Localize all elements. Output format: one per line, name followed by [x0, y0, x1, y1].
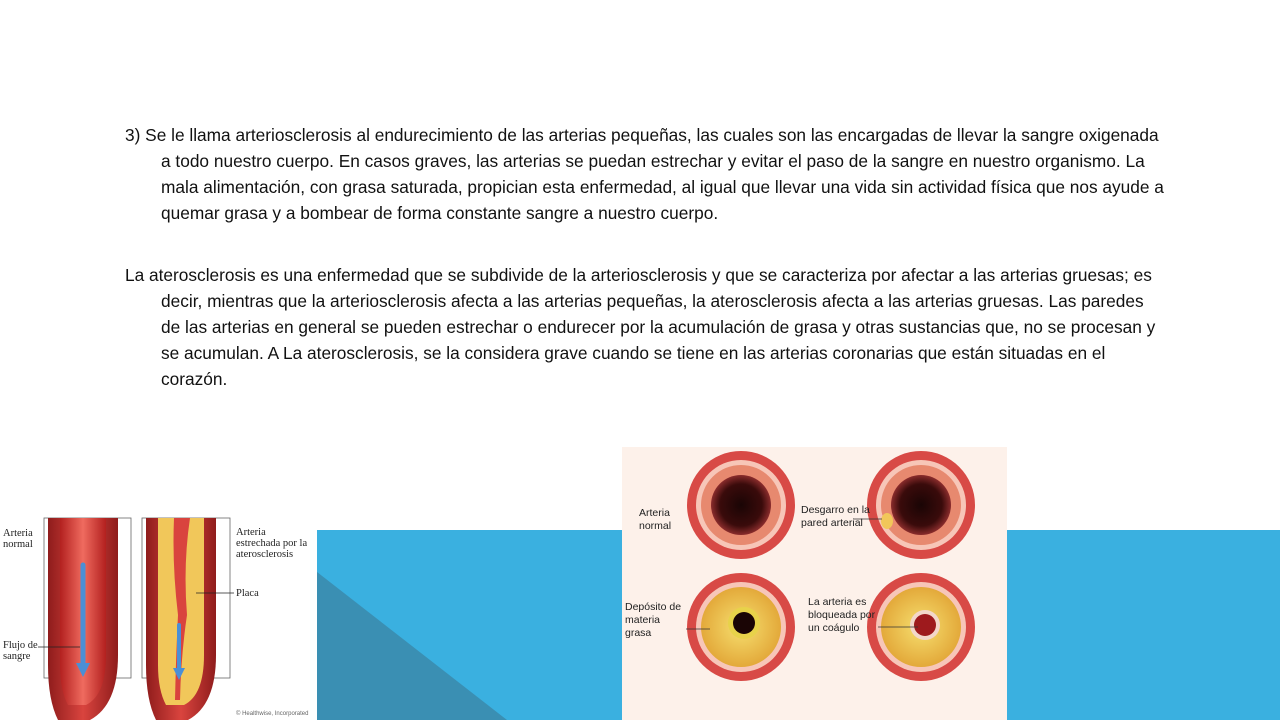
artery-cross-section-illustration — [622, 447, 1007, 720]
label-arteria-estrechada: Arteria estrechada por la aterosclerosis — [236, 527, 308, 560]
label-deposito-grasa: Depósito de materia grasa — [625, 601, 682, 639]
label-placa: Placa — [236, 588, 259, 599]
label-desgarro: Desgarro en la pared arterial — [801, 504, 870, 529]
copyright-text: © Healthwise, Incorporated — [236, 711, 309, 717]
decorative-band-shadow — [317, 572, 507, 720]
label-arteria-normal-corte: Arteria normal — [639, 507, 672, 532]
paragraph-arteriosclerosis: 3) Se le llama arteriosclerosis al endurecimiento de las arterias pequeñas, las cuales son las encargadas de llevar la sangre oxigenada a todo nuestro cuerpo. En casos graves, las arterias se puedan estrechar y evitar el paso de la sangre en nuestro organismo. La mala alimentación, con grasa saturada, propician esta enfermedad, al igual que llevar una vida sin actividad física que nos ayude a quemar grasa y a bombear de forma constante sangre a nuestro cuerpo. — [125, 125, 1164, 223]
artery-cross-section-graphic — [622, 447, 1007, 720]
label-arteria-normal: Arteria normal — [3, 528, 33, 550]
slide-text — [125, 122, 1165, 392]
label-flujo-de-sangre: Flujo de sangre — [3, 640, 38, 662]
artery-comparison-illustration — [0, 505, 314, 720]
label-arteria-bloqueada: La arteria es bloqueada por un coágulo — [808, 596, 876, 634]
paragraph-aterosclerosis: La aterosclerosis es una enfermedad que se subdivide de la arteriosclerosis y que se caracteriza por afectar a las arterias gruesas; es decir, mientras que la arteriosclerosis afecta a las arterias pequeñas, la aterosclerosis afecta a las arterias gruesas. Las paredes de las arterias en general se pueden estrechar o endurecer por la acumulación de grasa y otras sustancias que, no se procesan y se acumulan. A La aterosclerosis, se la considera grave cuando se tiene en las arterias coronarias que están situadas en el corazón. — [125, 265, 1156, 389]
